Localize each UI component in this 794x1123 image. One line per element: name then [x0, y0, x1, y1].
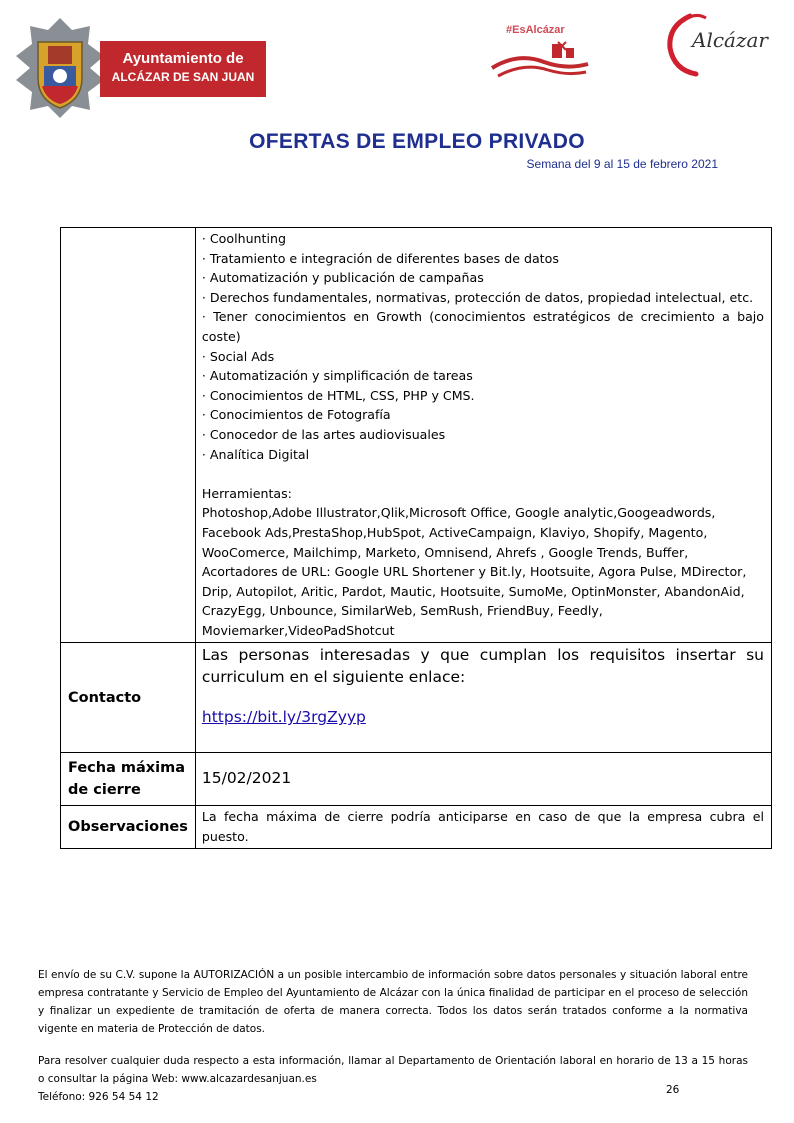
contact-cell	[195, 643, 771, 753]
ayuntamiento-line1: Ayuntamiento de	[122, 50, 244, 67]
phone-number: Teléfono: 926 54 54 12	[38, 1091, 159, 1103]
esalcazar-logo	[488, 24, 592, 82]
requirement-item: · Conocimientos de HTML, CSS, PHP y CMS.	[201, 387, 475, 403]
observations-label: Observaciones	[61, 806, 196, 849]
deadline-cell	[195, 753, 771, 806]
requirement-item: · Tratamiento e integración de diferentes bases de datos	[201, 250, 559, 266]
spacer	[202, 464, 764, 484]
legal-footer	[38, 966, 748, 1106]
page-title: OFERTAS DE EMPLEO PRIVADO	[249, 130, 585, 153]
requirement-item: · Social Ads	[201, 348, 275, 364]
ayuntamiento-line2: ALCÁZAR DE SAN JUAN	[111, 70, 255, 84]
deadline-value: 15/02/2021	[201, 768, 292, 787]
privacy-notice: El envío de su C.V. supone la AUTORIZACIÓN a un posible intercambio de información sobre datos personales y situación laboral entre empresa contratante y Servicio de Empleo del Ayuntamiento de Alcázar con la única finalidad de participar en el proceso de selección y finalizar un expediente de tramitación de oferta de manera correcta. Todos los datos serán tratados conforme a la normativa vigente en materia de Protección de datos.	[38, 969, 748, 1035]
spacer	[202, 728, 764, 750]
municipal-shield-icon	[14, 16, 106, 120]
requirement-item: · Conocimientos de Fotografía	[201, 407, 391, 423]
requirement-item: · Coolhunting	[201, 231, 286, 246]
requirements-cell	[195, 228, 771, 643]
brand-word: Alcázar	[692, 28, 768, 52]
hashtag-text: #EsAlcázar	[506, 24, 565, 36]
requirements-label-cell	[61, 228, 196, 643]
requirement-item: · Automatización y simplificación de tareas	[201, 368, 473, 384]
requirement-item: · Analítica Digital	[201, 446, 310, 462]
spacer	[202, 688, 764, 708]
contact-label: Contacto	[61, 643, 196, 753]
alcazar-brand-logo	[662, 8, 766, 78]
tools-heading: Herramientas:	[201, 485, 292, 501]
requirement-item: · Tener conocimientos en Growth (conocimientos estratégicos de crecimiento a bajo coste)	[201, 309, 764, 344]
contact-row	[61, 643, 772, 753]
requirement-item: · Automatización y publicación de campañas	[201, 270, 484, 286]
esalcazar-logo-icon	[488, 38, 592, 82]
job-offer-table	[60, 227, 772, 849]
contact-notice: Para resolver cualquier duda respecto a esta información, llamar al Departamento de Orientación laboral en horario de 13 a 15 horas o consultar la página Web: www.alcazardesanjuan.es	[38, 1055, 748, 1085]
requirements-row	[61, 228, 772, 643]
requirement-item: · Derechos fundamentales, normativas, protección de datos, propiedad intelectual, etc.	[201, 289, 754, 305]
page-number: 26	[666, 1084, 680, 1096]
tools-list: Photoshop,Adobe Illustrator,Qlik,Microsoft Office, Google analytic,Googeadwords, Facebook Ads,PrestaShop,HubSpot, ActiveCampaign, Klaviyo, Shopify, Magento, WooComerce, Mailchimp, Marketo, Omnisend, Ahrefs , Google Trends, Buffer, Acortadores de URL: Google URL Shortener y Bit.ly, Hootsuite, Agora Pulse, MDirector, Drip, Autopilot, Aritic, Pardot, Mautic, Hootsuite, SumoMe, OptinMonster, AbandonAid, CrazyEgg, Unbounce, SimilarWeb, SemRush, FriendBuy, Feedly, Moviemarker,VideoPadShotcut	[201, 505, 747, 638]
ayuntamiento-name-box	[100, 41, 266, 97]
application-link[interactable]: https://bit.ly/3rgZyyp	[201, 708, 366, 727]
week-subtitle: Semana del 9 al 15 de febrero 2021	[526, 157, 718, 171]
requirement-item: · Conocedor de las artes audiovisuales	[201, 426, 446, 442]
observations-text: La fecha máxima de cierre podría anticiparse en caso de que la empresa cubra el puesto.	[195, 806, 771, 849]
deadline-label: Fecha máxima de cierre	[61, 753, 196, 806]
observations-row	[61, 806, 772, 849]
ayuntamiento-logo	[14, 16, 254, 120]
contact-text: Las personas interesadas y que cumplan los requisitos insertar su curriculum en el siguiente enlace:	[201, 646, 764, 687]
deadline-row	[61, 753, 772, 806]
